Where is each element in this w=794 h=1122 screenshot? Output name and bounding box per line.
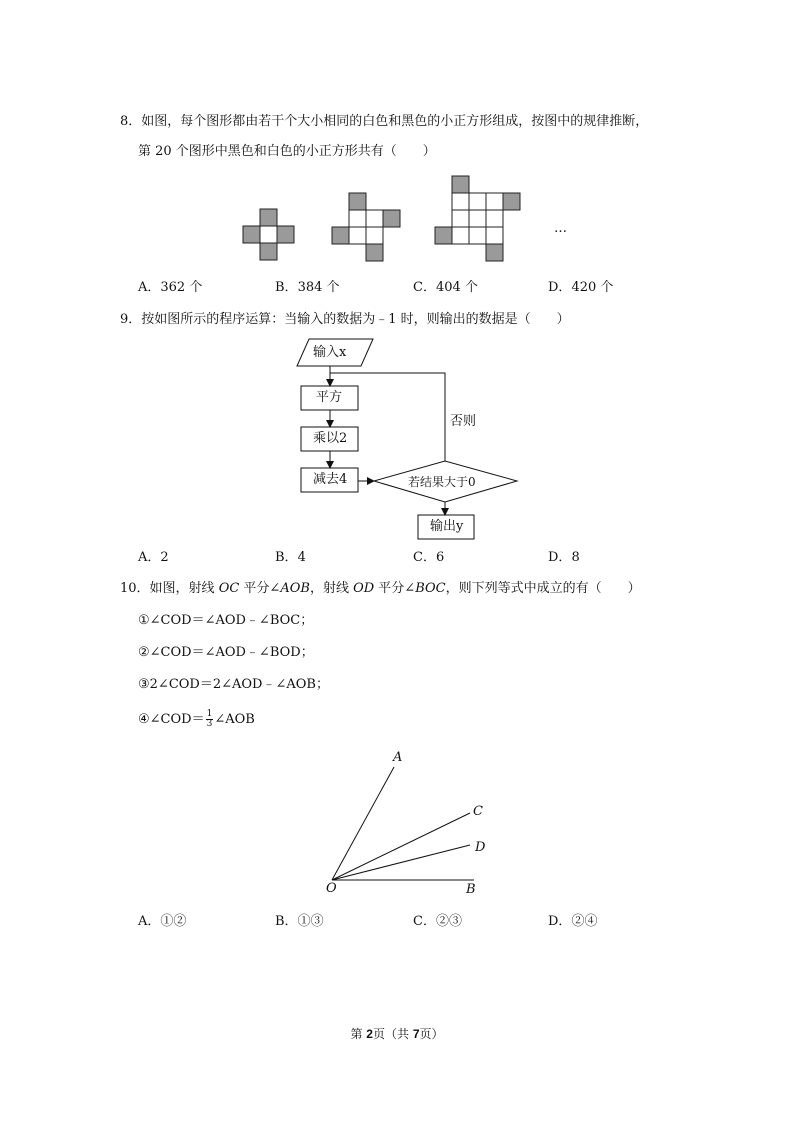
q10-stem-part-d: 平分∠ — [374, 581, 416, 596]
q10-fraction-numerator: 1 — [206, 709, 213, 719]
q10-stem-part-a: 10．如图，射线 — [120, 581, 219, 596]
q10-stem-part-b: 平分∠ — [239, 581, 281, 596]
q10-ray-od: OD — [353, 581, 375, 596]
q8-ellipsis: … — [554, 221, 567, 236]
q10-angle-boc: BOC — [415, 581, 446, 596]
footer-middle: 页（共 — [372, 1027, 413, 1041]
q10-ray-oc-line — [332, 813, 470, 880]
q10-label-a: A — [393, 750, 403, 765]
q10-statement-4-a: ④∠COD＝ — [138, 712, 205, 727]
q10-label-o: O — [326, 881, 337, 896]
q8-option-b-text: 384 个 — [297, 280, 340, 295]
q10-label-b: B — [466, 882, 476, 897]
q10-option-a-label: A． — [138, 914, 161, 929]
q10-ray-oc: OC — [218, 581, 240, 596]
q9-times2-label: 乘以2 — [313, 431, 348, 446]
q10-label-d: D — [475, 840, 486, 855]
q9-option-b-label: B． — [275, 550, 298, 565]
q9-option-c-text: 6 — [435, 550, 445, 565]
q9-stem: 9．按如图所示的程序运算：当输入的数据为﹣1 时，则输出的数据是（ ） — [120, 312, 570, 327]
footer-total-pages: 7 — [412, 1027, 420, 1041]
q8-option-a-text: 362 个 — [160, 280, 203, 295]
q8-option-b-label: B． — [275, 280, 298, 295]
q9-otherwise-label: 否则 — [450, 414, 477, 429]
q10-option-c[interactable] — [413, 913, 462, 931]
q10-stem-part-e: ，则下列等式中成立的有（ ） — [445, 581, 641, 596]
q8-option-c-label: C． — [413, 280, 436, 295]
q8-option-d-text: 420 个 — [571, 280, 614, 295]
q10-option-d-text: ②④ — [571, 914, 598, 929]
q9-minus4-label: 减去4 — [313, 472, 348, 487]
q10-option-a[interactable] — [138, 913, 186, 931]
q9-input-label: 输入x — [313, 345, 347, 360]
q8-stem-line1: 8．如图，每个图形都由若干个大小相同的白色和黑色的小正方形组成，按图中的规律推断， — [120, 114, 649, 129]
q10-option-c-text: ②③ — [435, 914, 462, 929]
q9-option-d-text: 8 — [571, 550, 580, 565]
q9-condition-label: 若结果大于0 — [408, 475, 476, 489]
q9-output-label: 输出y — [430, 519, 464, 534]
q8-option-a-label: A． — [138, 280, 161, 295]
footer-suffix: 页） — [419, 1027, 444, 1041]
q9-option-c-label: C． — [413, 550, 436, 565]
q9-option-a-label: A． — [138, 550, 161, 565]
footer-prefix: 第 — [350, 1027, 367, 1041]
q8-stem-line2: 第 20 个图形中黑色和白色的小正方形共有（ ） — [138, 144, 436, 159]
q10-option-d[interactable] — [548, 913, 597, 931]
page-footer — [0, 1025, 794, 1042]
q10-option-c-label: C． — [413, 914, 436, 929]
q10-statement-3: ③2∠COD＝2∠AOD﹣∠AOB； — [138, 677, 329, 692]
q10-option-b-label: B． — [275, 914, 298, 929]
q10-option-d-label: D． — [548, 914, 572, 929]
q10-stem-part-c: ，射线 — [309, 581, 354, 596]
q10-statement-2: ②∠COD＝∠AOD﹣∠BOD； — [138, 645, 314, 660]
q10-statement-1: ①∠COD＝∠AOD﹣∠BOC； — [138, 613, 314, 628]
q10-statement-4-b: ∠AOB — [214, 712, 255, 727]
q10-option-b-text: ①③ — [297, 914, 324, 929]
q8-option-d-label: D． — [548, 280, 572, 295]
q10-option-a-text: ①② — [160, 914, 187, 929]
q10-label-c: C — [473, 804, 483, 819]
q9-option-d-label: D． — [548, 550, 572, 565]
q8-option-c-text: 404 个 — [435, 280, 478, 295]
q10-option-b[interactable] — [275, 913, 324, 931]
q9-option-a-text: 2 — [160, 550, 169, 565]
q10-fraction-denominator: 3 — [206, 719, 213, 729]
q10-ray-oa-line — [332, 767, 394, 880]
q10-angle-aob: AOB — [280, 581, 310, 596]
q10-ray-od-line — [332, 845, 470, 880]
q9-square-label: 平方 — [316, 390, 343, 405]
q9-option-b-text: 4 — [297, 550, 306, 565]
footer-page-number: 2 — [366, 1027, 373, 1041]
